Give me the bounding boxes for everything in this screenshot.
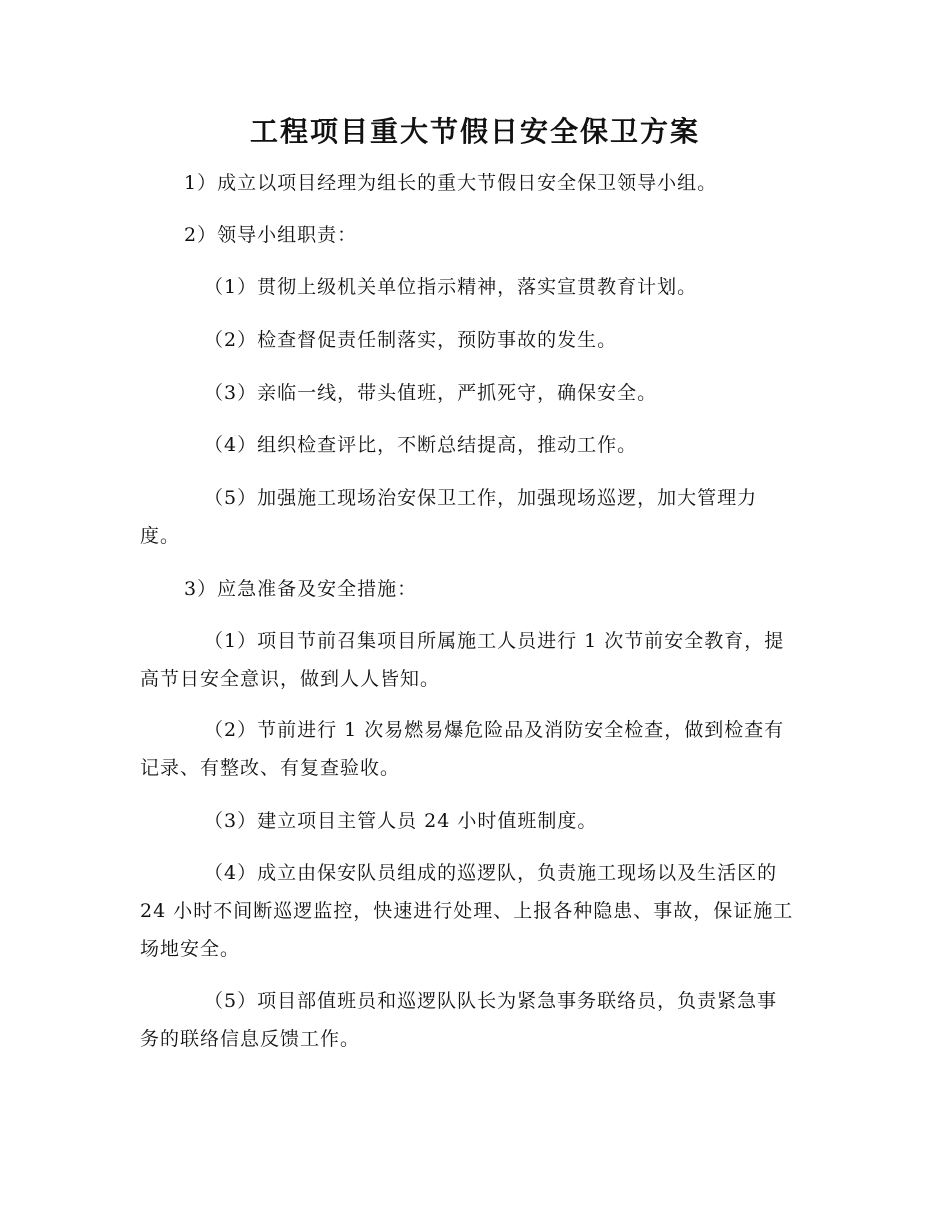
paragraph-item-1: 1）成立以项目经理为组长的重大节假日安全保卫领导小组。 [184,172,718,194]
paragraph-item-3: 3）应急准备及安全措施： [184,578,418,600]
paragraph-subitem-3-1: （1）项目节前召集项目所属施工人员进行 1 次节前安全教育，提高节日安全意识，做到人人皆知。 [140,630,785,690]
paragraph-subitem-2-1: （1）贯彻上级机关单位指示精神，落实宣贯教育计划。 [204,276,698,298]
paragraph-subitem-3-2: （2）节前进行 1 次易燃易爆危险品及消防安全检查，做到检查有记录、有整改、有复查验收。 [140,719,785,779]
document-title: 工程项目重大节假日安全保卫方案 [249,115,700,148]
paragraph-subitem-3-4: （4）成立由保安队员组成的巡逻队，负责施工现场以及生活区的 24 小时不间断巡逻监控，快速进行处理、上报各种隐患、事故，保证施工场地安全。 [140,862,794,960]
paragraph-subitem-3-5: （5）项目部值班员和巡逻队队长为紧急事务联络员，负责紧急事务的联络信息反馈工作。 [140,990,778,1050]
paragraph-item-2: 2）领导小组职责： [184,224,358,246]
paragraph-subitem-2-5: （5）加强施工现场治安保卫工作，加强现场巡逻，加大管理力度。 [140,487,758,547]
paragraph-subitem-3-3: （3）建立项目主管人员 24 小时值班制度。 [204,810,598,832]
paragraph-subitem-2-4: （4）组织检查评比，不断总结提高，推动工作。 [204,434,638,456]
paragraph-subitem-2-2: （2）检查督促责任制落实，预防事故的发生。 [204,329,618,351]
paragraph-subitem-2-3: （3）亲临一线，带头值班，严抓死守，确保安全。 [204,382,658,404]
